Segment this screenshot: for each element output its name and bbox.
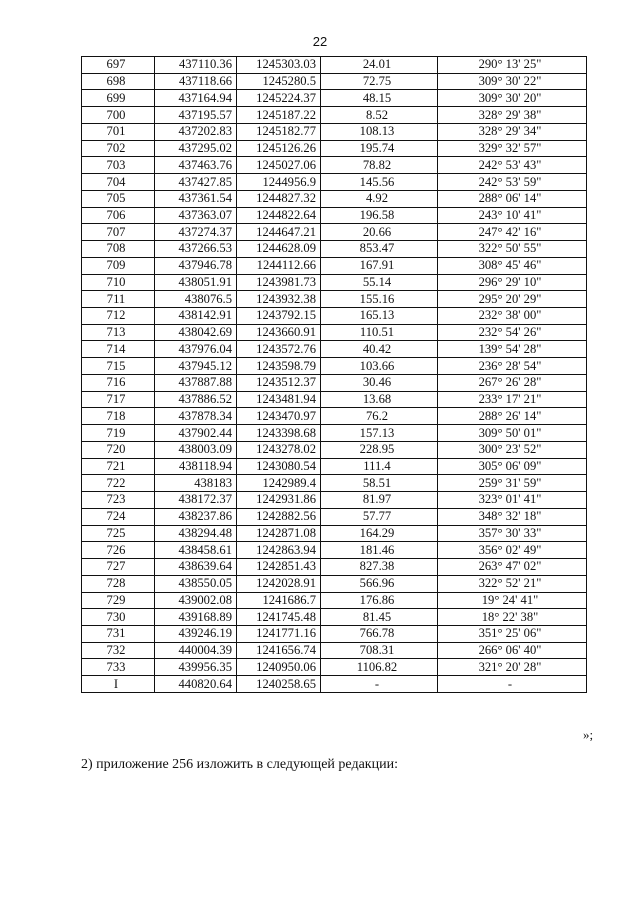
point-number-cell: 720	[82, 441, 155, 458]
table-row	[82, 190, 587, 207]
table-row	[82, 408, 587, 425]
x-coordinate-cell: 440004.39	[155, 642, 237, 659]
y-coordinate-cell: 1242851.43	[237, 559, 321, 576]
direction-angle-cell: 296° 29' 10"	[438, 274, 587, 291]
point-number-cell: 698	[82, 73, 155, 90]
length-cell: 48.15	[321, 90, 438, 107]
length-cell: 708.31	[321, 642, 438, 659]
table-row	[82, 257, 587, 274]
point-number-cell: 710	[82, 274, 155, 291]
table-row	[82, 575, 587, 592]
y-coordinate-cell: 1241745.48	[237, 609, 321, 626]
length-cell: 111.4	[321, 458, 438, 475]
length-cell: 167.91	[321, 257, 438, 274]
y-coordinate-cell: 1243398.68	[237, 425, 321, 442]
table-row	[82, 492, 587, 509]
direction-angle-cell: 242° 53' 59"	[438, 174, 587, 191]
length-cell: 20.66	[321, 224, 438, 241]
y-coordinate-cell: 1245182.77	[237, 123, 321, 140]
length-cell: 110.51	[321, 324, 438, 341]
direction-angle-cell: 357° 30' 33"	[438, 525, 587, 542]
point-number-cell: 718	[82, 408, 155, 425]
y-coordinate-cell: 1241771.16	[237, 625, 321, 642]
x-coordinate-cell: 437946.78	[155, 257, 237, 274]
table-row	[82, 625, 587, 642]
length-cell: 8.52	[321, 107, 438, 124]
x-coordinate-cell: 437195.57	[155, 107, 237, 124]
x-coordinate-cell: 437363.07	[155, 207, 237, 224]
direction-angle-cell: 308° 45' 46"	[438, 257, 587, 274]
table-row	[82, 241, 587, 258]
table-row	[82, 57, 587, 74]
direction-angle-cell: 243° 10' 41"	[438, 207, 587, 224]
direction-angle-cell: 351° 25' 06"	[438, 625, 587, 642]
y-coordinate-cell: 1242028.91	[237, 575, 321, 592]
table-row	[82, 140, 587, 157]
direction-angle-cell: 328° 29' 38"	[438, 107, 587, 124]
y-coordinate-cell: 1243598.79	[237, 358, 321, 375]
y-coordinate-cell: 1243512.37	[237, 374, 321, 391]
point-number-cell: 722	[82, 475, 155, 492]
x-coordinate-cell: 437164.94	[155, 90, 237, 107]
point-number-cell: 733	[82, 659, 155, 676]
direction-angle-cell: 233° 17' 21"	[438, 391, 587, 408]
x-coordinate-cell: 438051.91	[155, 274, 237, 291]
point-number-cell: 706	[82, 207, 155, 224]
length-cell: 4.92	[321, 190, 438, 207]
length-cell: 176.86	[321, 592, 438, 609]
y-coordinate-cell: 1243660.91	[237, 324, 321, 341]
x-coordinate-cell: 438294.48	[155, 525, 237, 542]
y-coordinate-cell: 1242871.08	[237, 525, 321, 542]
x-coordinate-cell: 437878.34	[155, 408, 237, 425]
direction-angle-cell: 232° 38' 00"	[438, 308, 587, 325]
length-cell: 58.51	[321, 475, 438, 492]
point-number-cell: 712	[82, 308, 155, 325]
x-coordinate-cell: 437118.66	[155, 73, 237, 90]
y-coordinate-cell: 1240950.06	[237, 659, 321, 676]
point-number-cell: 731	[82, 625, 155, 642]
length-cell: 57.77	[321, 508, 438, 525]
x-coordinate-cell: 437945.12	[155, 358, 237, 375]
length-cell: 13.68	[321, 391, 438, 408]
x-coordinate-cell: 437266.53	[155, 241, 237, 258]
direction-angle-cell: 259° 31' 59"	[438, 475, 587, 492]
y-coordinate-cell: 1245224.37	[237, 90, 321, 107]
x-coordinate-cell: 437886.52	[155, 391, 237, 408]
table-row	[82, 123, 587, 140]
table-row	[82, 425, 587, 442]
point-number-cell: 730	[82, 609, 155, 626]
direction-angle-cell: 267° 26' 28"	[438, 374, 587, 391]
point-number-cell: 707	[82, 224, 155, 241]
length-cell: 55.14	[321, 274, 438, 291]
direction-angle-cell: 295° 20' 29"	[438, 291, 587, 308]
y-coordinate-cell: 1243481.94	[237, 391, 321, 408]
table-row	[82, 391, 587, 408]
point-number-cell: 732	[82, 642, 155, 659]
point-number-cell: 697	[82, 57, 155, 74]
y-coordinate-cell: 1243080.54	[237, 458, 321, 475]
length-cell: 196.58	[321, 207, 438, 224]
direction-angle-cell: 266° 06' 40"	[438, 642, 587, 659]
point-number-cell: 723	[82, 492, 155, 509]
y-coordinate-cell: 1245187.22	[237, 107, 321, 124]
table-row	[82, 508, 587, 525]
x-coordinate-cell: 438118.94	[155, 458, 237, 475]
point-number-cell: 705	[82, 190, 155, 207]
point-number-cell: 724	[82, 508, 155, 525]
table-row	[82, 642, 587, 659]
point-number-cell: 704	[82, 174, 155, 191]
page-number: 22	[312, 34, 328, 49]
point-number-cell: 702	[82, 140, 155, 157]
direction-angle-cell: 322° 50' 55"	[438, 241, 587, 258]
y-coordinate-cell: 1243981.73	[237, 274, 321, 291]
point-number-cell: 716	[82, 374, 155, 391]
coordinates-table	[81, 56, 587, 693]
length-cell: 81.45	[321, 609, 438, 626]
closing-quote-mark: »;	[583, 727, 594, 742]
y-coordinate-cell: 1240258.65	[237, 676, 321, 693]
point-number-cell: 713	[82, 324, 155, 341]
length-cell: 566.96	[321, 575, 438, 592]
length-cell: 72.75	[321, 73, 438, 90]
y-coordinate-cell: 1242931.86	[237, 492, 321, 509]
y-coordinate-cell: 1241656.74	[237, 642, 321, 659]
table-row	[82, 458, 587, 475]
table-row	[82, 73, 587, 90]
x-coordinate-cell: 437110.36	[155, 57, 237, 74]
x-coordinate-cell: 438183	[155, 475, 237, 492]
table-row	[82, 559, 587, 576]
point-number-cell: 711	[82, 291, 155, 308]
direction-angle-cell: 247° 42' 16"	[438, 224, 587, 241]
direction-angle-cell: 236° 28' 54"	[438, 358, 587, 375]
length-cell: 76.2	[321, 408, 438, 425]
x-coordinate-cell: 439168.89	[155, 609, 237, 626]
table-row	[82, 525, 587, 542]
length-cell: 853.47	[321, 241, 438, 258]
y-coordinate-cell: 1245126.26	[237, 140, 321, 157]
x-coordinate-cell: 438003.09	[155, 441, 237, 458]
x-coordinate-cell: 438172.37	[155, 492, 237, 509]
y-coordinate-cell: 1244956.9	[237, 174, 321, 191]
length-cell: 228.95	[321, 441, 438, 458]
table-row	[82, 475, 587, 492]
direction-angle-cell: 309° 30' 22"	[438, 73, 587, 90]
length-cell: 40.42	[321, 341, 438, 358]
direction-angle-cell: 322° 52' 21"	[438, 575, 587, 592]
point-number-cell: 699	[82, 90, 155, 107]
x-coordinate-cell: 440820.64	[155, 676, 237, 693]
length-cell: 827.38	[321, 559, 438, 576]
length-cell: 181.46	[321, 542, 438, 559]
table-row	[82, 324, 587, 341]
table-row	[82, 274, 587, 291]
x-coordinate-cell: 439956.35	[155, 659, 237, 676]
x-coordinate-cell: 438550.05	[155, 575, 237, 592]
table-row	[82, 659, 587, 676]
point-number-cell: 709	[82, 257, 155, 274]
x-coordinate-cell: 437202.83	[155, 123, 237, 140]
x-coordinate-cell: 437887.88	[155, 374, 237, 391]
coordinates-table-body	[82, 57, 587, 693]
x-coordinate-cell: 437463.76	[155, 157, 237, 174]
direction-angle-cell: 356° 02' 49"	[438, 542, 587, 559]
table-row	[82, 308, 587, 325]
point-number-cell: 725	[82, 525, 155, 542]
point-number-cell: 708	[82, 241, 155, 258]
y-coordinate-cell: 1245303.03	[237, 57, 321, 74]
length-cell: 195.74	[321, 140, 438, 157]
y-coordinate-cell: 1243572.76	[237, 341, 321, 358]
x-coordinate-cell: 439246.19	[155, 625, 237, 642]
point-number-cell: 719	[82, 425, 155, 442]
table-row	[82, 107, 587, 124]
direction-angle-cell: 288° 26' 14"	[438, 408, 587, 425]
length-cell: 1106.82	[321, 659, 438, 676]
x-coordinate-cell: 437295.02	[155, 140, 237, 157]
y-coordinate-cell: 1244647.21	[237, 224, 321, 241]
direction-angle-cell: 263° 47' 02"	[438, 559, 587, 576]
x-coordinate-cell: 437361.54	[155, 190, 237, 207]
length-cell: 165.13	[321, 308, 438, 325]
table-row	[82, 174, 587, 191]
length-cell: -	[321, 676, 438, 693]
table-row	[82, 542, 587, 559]
table-row	[82, 676, 587, 693]
y-coordinate-cell: 1245280.5	[237, 73, 321, 90]
y-coordinate-cell: 1243932.38	[237, 291, 321, 308]
point-number-cell: 714	[82, 341, 155, 358]
table-row	[82, 341, 587, 358]
point-number-cell: 715	[82, 358, 155, 375]
length-cell: 103.66	[321, 358, 438, 375]
direction-angle-cell: 288° 06' 14"	[438, 190, 587, 207]
direction-angle-cell: 18° 22' 38"	[438, 609, 587, 626]
table-row	[82, 592, 587, 609]
y-coordinate-cell: 1242989.4	[237, 475, 321, 492]
x-coordinate-cell: 437976.04	[155, 341, 237, 358]
point-number-cell: 728	[82, 575, 155, 592]
direction-angle-cell: 348° 32' 18"	[438, 508, 587, 525]
direction-angle-cell: 139° 54' 28"	[438, 341, 587, 358]
table-row	[82, 609, 587, 626]
table-row	[82, 157, 587, 174]
length-cell: 30.46	[321, 374, 438, 391]
direction-angle-cell: 305° 06' 09"	[438, 458, 587, 475]
y-coordinate-cell: 1243470.97	[237, 408, 321, 425]
length-cell: 155.16	[321, 291, 438, 308]
x-coordinate-cell: 438639.64	[155, 559, 237, 576]
direction-angle-cell: 328° 29' 34"	[438, 123, 587, 140]
y-coordinate-cell: 1243278.02	[237, 441, 321, 458]
direction-angle-cell: 309° 30' 20"	[438, 90, 587, 107]
point-number-cell: 703	[82, 157, 155, 174]
y-coordinate-cell: 1242882.56	[237, 508, 321, 525]
y-coordinate-cell: 1244827.32	[237, 190, 321, 207]
direction-angle-cell: 309° 50' 01"	[438, 425, 587, 442]
y-coordinate-cell: 1244628.09	[237, 241, 321, 258]
table-row	[82, 90, 587, 107]
length-cell: 164.29	[321, 525, 438, 542]
point-number-cell: 727	[82, 559, 155, 576]
direction-angle-cell: 242° 53' 43"	[438, 157, 587, 174]
table-row	[82, 291, 587, 308]
y-coordinate-cell: 1242863.94	[237, 542, 321, 559]
direction-angle-cell: 323° 01' 41"	[438, 492, 587, 509]
point-number-cell: 729	[82, 592, 155, 609]
length-cell: 24.01	[321, 57, 438, 74]
x-coordinate-cell: 438237.86	[155, 508, 237, 525]
point-number-cell: 717	[82, 391, 155, 408]
length-cell: 108.13	[321, 123, 438, 140]
y-coordinate-cell: 1245027.06	[237, 157, 321, 174]
direction-angle-cell: 329° 32' 57"	[438, 140, 587, 157]
x-coordinate-cell: 439002.08	[155, 592, 237, 609]
point-number-cell: 721	[82, 458, 155, 475]
length-cell: 145.56	[321, 174, 438, 191]
length-cell: 81.97	[321, 492, 438, 509]
table-row	[82, 374, 587, 391]
x-coordinate-cell: 437902.44	[155, 425, 237, 442]
point-number-cell: 700	[82, 107, 155, 124]
x-coordinate-cell: 437427.85	[155, 174, 237, 191]
table-row	[82, 224, 587, 241]
direction-angle-cell: 321° 20' 28"	[438, 659, 587, 676]
y-coordinate-cell: 1241686.7	[237, 592, 321, 609]
x-coordinate-cell: 438142.91	[155, 308, 237, 325]
direction-angle-cell: 290° 13' 25"	[438, 57, 587, 74]
x-coordinate-cell: 438458.61	[155, 542, 237, 559]
table-row	[82, 207, 587, 224]
y-coordinate-cell: 1244112.66	[237, 257, 321, 274]
point-number-cell: I	[82, 676, 155, 693]
instruction-text: 2) приложение 256 изложить в следующей редакции:	[81, 757, 398, 772]
point-number-cell: 726	[82, 542, 155, 559]
x-coordinate-cell: 438076.5	[155, 291, 237, 308]
x-coordinate-cell: 437274.37	[155, 224, 237, 241]
table-row	[82, 441, 587, 458]
y-coordinate-cell: 1244822.64	[237, 207, 321, 224]
length-cell: 766.78	[321, 625, 438, 642]
direction-angle-cell: 300° 23' 52"	[438, 441, 587, 458]
x-coordinate-cell: 438042.69	[155, 324, 237, 341]
direction-angle-cell: -	[438, 676, 587, 693]
table-row	[82, 358, 587, 375]
length-cell: 157.13	[321, 425, 438, 442]
length-cell: 78.82	[321, 157, 438, 174]
direction-angle-cell: 19° 24' 41"	[438, 592, 587, 609]
point-number-cell: 701	[82, 123, 155, 140]
direction-angle-cell: 232° 54' 26"	[438, 324, 587, 341]
y-coordinate-cell: 1243792.15	[237, 308, 321, 325]
